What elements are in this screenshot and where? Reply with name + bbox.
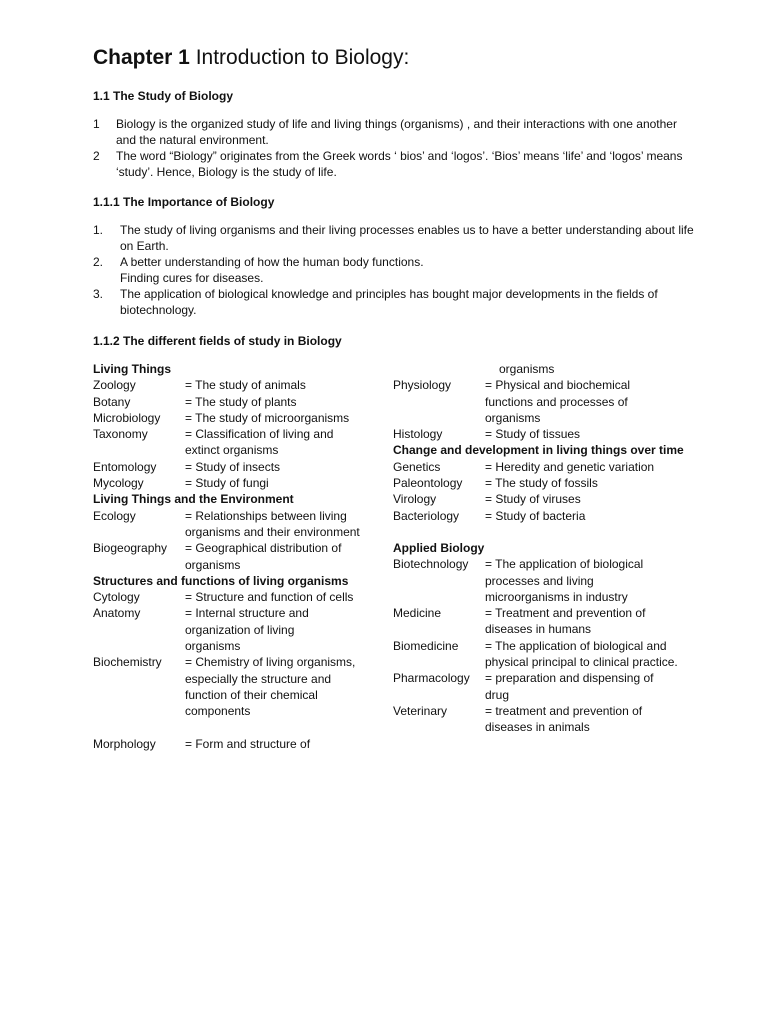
field-row bbox=[93, 475, 375, 491]
field-row bbox=[393, 459, 698, 475]
list-item-text: A better understanding of how the human body functions. bbox=[120, 255, 424, 269]
field-row bbox=[393, 670, 698, 703]
field-row bbox=[93, 426, 375, 459]
field-definition: = Internal structure and organization of living organisms bbox=[185, 606, 309, 654]
heading-study-of-biology: 1.1 The Study of Biology bbox=[93, 89, 234, 103]
list-item-text: The study of living organisms and their living processes enables us to have a better understanding about life on Earth. bbox=[120, 223, 694, 253]
list-item bbox=[93, 254, 695, 286]
field-definition: = Physical and biochemical functions and processes of organisms bbox=[485, 378, 631, 425]
field-row bbox=[393, 426, 698, 442]
field-term: Zoology bbox=[93, 378, 136, 393]
field-row bbox=[93, 410, 375, 426]
field-definition: = Heredity and genetic variation bbox=[485, 459, 655, 474]
field-term: Biogeography bbox=[93, 541, 168, 556]
list-item-number: 2. bbox=[93, 255, 104, 269]
field-row bbox=[93, 377, 375, 393]
field-term: Physiology bbox=[393, 378, 452, 393]
field-term: Biochemistry bbox=[93, 655, 162, 670]
list-item bbox=[93, 286, 695, 318]
list-item-number: 2 bbox=[93, 149, 100, 163]
heading-fields-of-study: 1.1.2 The different fields of study in Biology bbox=[93, 334, 342, 348]
chapter-title-bold: Chapter 1 bbox=[93, 46, 190, 69]
importance-list bbox=[93, 222, 695, 318]
field-term: Ecology bbox=[93, 508, 136, 523]
field-definition: = preparation and dispensing of drug bbox=[485, 671, 654, 702]
field-term: Veterinary bbox=[393, 703, 448, 718]
field-row bbox=[393, 605, 698, 638]
field-definition: = Structure and function of cells bbox=[185, 590, 354, 605]
section-heading-environment: Living Things and the Environment bbox=[93, 492, 294, 507]
field-row bbox=[393, 491, 698, 507]
field-term: Mycology bbox=[93, 476, 144, 491]
field-term: Cytology bbox=[93, 590, 140, 605]
field-term: Genetics bbox=[393, 459, 441, 474]
list-item bbox=[93, 116, 691, 148]
field-row bbox=[393, 377, 698, 426]
field-definition: = Study of bacteria bbox=[485, 508, 586, 523]
field-definition: = Relationships between living organisms and their environment bbox=[185, 508, 360, 539]
list-item-number: 1. bbox=[93, 223, 104, 237]
spacer bbox=[393, 524, 698, 540]
field-row bbox=[93, 589, 375, 605]
list-item-text: The application of biological knowledge and principles has bought major developments in the fields of biotechnology. bbox=[120, 287, 658, 317]
list-item-text: The word “Biology” originates from the Greek words ‘ bios’ and ‘logos’. ‘Bios’ means ‘life’ and ‘logos’ means ‘study’. Hence, Biology is the study of life. bbox=[116, 149, 683, 179]
field-row bbox=[93, 394, 375, 410]
field-term: Anatomy bbox=[93, 606, 141, 621]
field-term: Bacteriology bbox=[393, 508, 460, 523]
field-term: Biotechnology bbox=[393, 557, 469, 572]
field-definition: = Geographical distribution of organisms bbox=[185, 541, 342, 572]
section-heading-structures: Structures and functions of living organisms bbox=[93, 573, 349, 588]
field-definition: = Study of fungi bbox=[185, 476, 269, 491]
chapter-title-rest: Introduction to Biology: bbox=[189, 46, 410, 69]
field-term: Taxonomy bbox=[93, 427, 148, 442]
field-term: Biomedicine bbox=[393, 638, 459, 653]
field-row bbox=[93, 605, 375, 654]
field-term: Pharmacology bbox=[393, 671, 470, 686]
field-row bbox=[393, 475, 698, 491]
field-definition: = Chemistry of living organisms, especially the structure and function of their chemical components bbox=[185, 655, 356, 719]
field-definition: = The study of animals bbox=[185, 378, 306, 393]
section-heading-applied-biology: Applied Biology bbox=[393, 540, 485, 555]
field-term: Entomology bbox=[93, 459, 157, 474]
field-row bbox=[393, 638, 698, 671]
heading-importance-of-biology: 1.1.1 The Importance of Biology bbox=[93, 195, 275, 209]
field-term: Medicine bbox=[393, 606, 442, 621]
list-item-text-continued: Finding cures for diseases. bbox=[120, 271, 264, 285]
list-item-number: 1 bbox=[93, 117, 100, 131]
field-term: Virology bbox=[393, 492, 437, 507]
field-definition: = The application of biological processes and living microorganisms in industry bbox=[485, 557, 644, 604]
section-heading-living-things: Living Things bbox=[93, 362, 171, 376]
field-definition: = The application of biological and physical principal to clinical practice. bbox=[485, 638, 678, 670]
list-item bbox=[93, 148, 691, 180]
field-row bbox=[93, 540, 375, 573]
field-row bbox=[393, 508, 698, 524]
field-row bbox=[93, 736, 375, 752]
field-definition: = The study of fossils bbox=[485, 476, 598, 491]
field-term: Microbiology bbox=[93, 410, 161, 425]
section-heading-change-development: Change and development in living things over time bbox=[393, 443, 684, 458]
continued-definition: organisms bbox=[499, 362, 555, 376]
field-definition: = treatment and prevention of diseases in animals bbox=[485, 703, 643, 735]
field-row bbox=[393, 556, 698, 605]
list-item-text: Biology is the organized study of life and living things (organisms) , and their interactions with one another and the natural environment. bbox=[116, 117, 677, 147]
field-definition: = Study of insects bbox=[185, 459, 281, 474]
field-row bbox=[93, 508, 375, 541]
field-definition: = Treatment and prevention of diseases in humans bbox=[485, 606, 646, 637]
list-item-number: 3. bbox=[93, 287, 104, 301]
field-definition: = Classification of living and extinct organisms bbox=[185, 427, 334, 458]
field-term: Morphology bbox=[93, 736, 156, 751]
study-of-biology-list bbox=[93, 116, 691, 180]
field-row bbox=[393, 703, 698, 736]
field-definition: = Study of tissues bbox=[485, 427, 581, 442]
list-item bbox=[93, 222, 695, 254]
fields-left-column bbox=[93, 361, 375, 752]
field-term: Botany bbox=[93, 394, 131, 409]
field-term: Paleontology bbox=[393, 476, 463, 491]
chapter-title bbox=[93, 44, 409, 72]
field-definition: = Form and structure of bbox=[185, 736, 311, 751]
spacer bbox=[93, 720, 375, 736]
fields-right-column bbox=[393, 361, 698, 736]
field-definition: = The study of plants bbox=[185, 394, 297, 409]
field-definition: = The study of microorganisms bbox=[185, 410, 350, 425]
field-row bbox=[93, 654, 375, 719]
field-term: Histology bbox=[393, 427, 443, 442]
field-definition: = Study of viruses bbox=[485, 492, 581, 507]
field-row bbox=[93, 459, 375, 475]
